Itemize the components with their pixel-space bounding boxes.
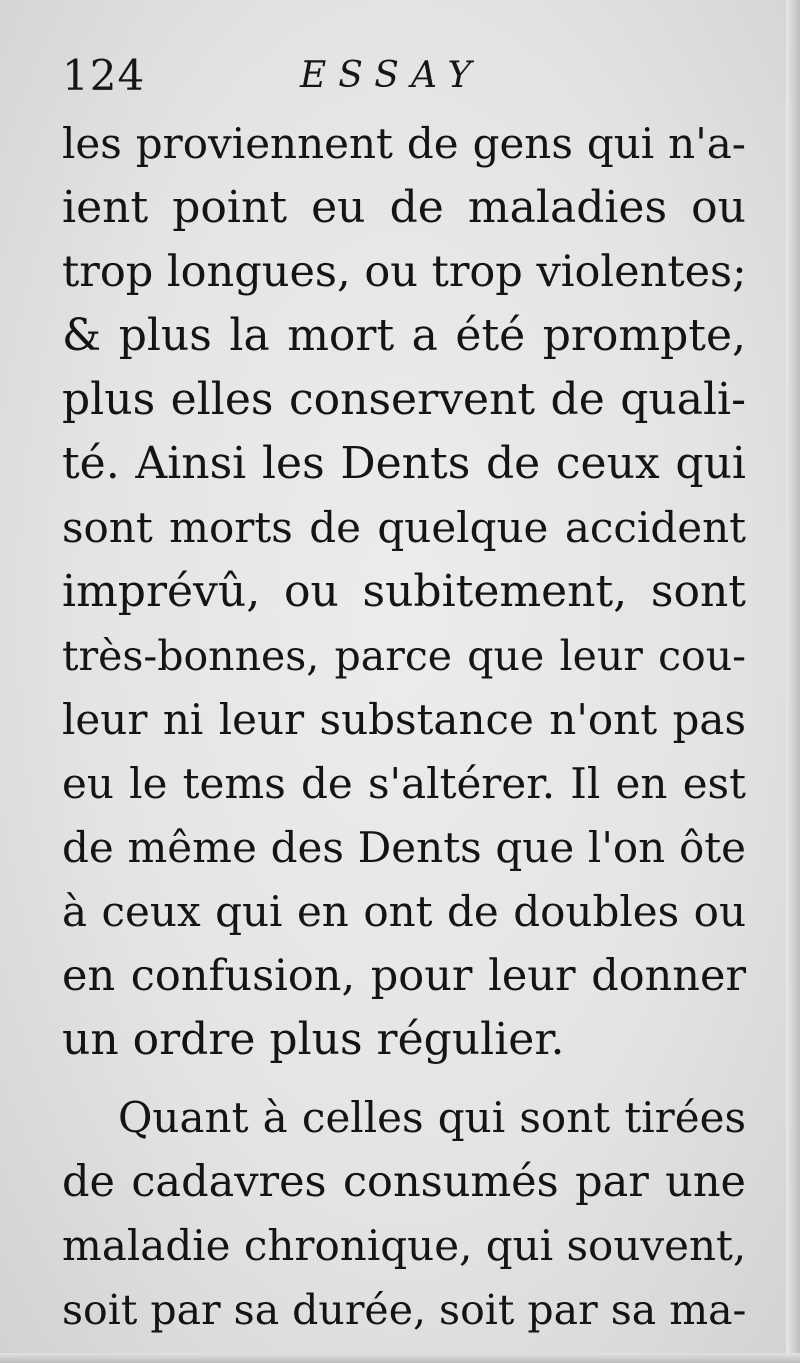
text-line: un ordre plus régulier. bbox=[62, 1014, 565, 1065]
paragraph bbox=[62, 112, 746, 1072]
text-line: en confusion, pour leur donner bbox=[62, 951, 746, 1001]
page-edge-shadow bbox=[786, 0, 800, 1363]
text-line: trop longues, ou trop violentes; bbox=[62, 247, 747, 297]
page-number: 124 bbox=[62, 51, 146, 100]
text-line: sont morts de quelque accident bbox=[62, 503, 746, 552]
text-line: à ceux qui en ont de doubles ou bbox=[62, 887, 746, 936]
text-line: de cadavres consumés par une bbox=[62, 1157, 746, 1207]
body-text bbox=[62, 112, 746, 1342]
text-line: té. Ainsi les Dents de ceux qui bbox=[62, 438, 746, 489]
page-header bbox=[62, 50, 752, 102]
text-line: ient point eu de maladies ou bbox=[62, 182, 746, 233]
text-line: les proviennent de gens qui n'a- bbox=[62, 119, 746, 168]
text-line: Quant à celles qui sont tirées bbox=[118, 1093, 746, 1142]
text-line: très-bonnes, parce que leur cou- bbox=[62, 632, 746, 680]
text-line: de même des Dents que l'on ôte bbox=[62, 823, 746, 872]
paragraph bbox=[62, 1086, 746, 1342]
text-line: plus elles conservent de quali- bbox=[62, 374, 746, 425]
text-line: & plus la mort a été prompte, bbox=[62, 310, 746, 361]
text-line: imprévû, ou subitement, sont bbox=[62, 566, 746, 617]
text-line: eu le tems de s'altérer. Il en est bbox=[62, 759, 746, 808]
page-bottom-edge bbox=[0, 1353, 800, 1363]
running-title: ESSAY bbox=[300, 55, 484, 96]
text-line: maladie chronique, qui souvent, bbox=[62, 1221, 747, 1270]
paragraph-spacer bbox=[62, 1072, 746, 1086]
text-line: leur ni leur substance n'ont pas bbox=[62, 695, 746, 744]
text-line: soit par sa durée, soit par sa ma- bbox=[62, 1286, 747, 1334]
